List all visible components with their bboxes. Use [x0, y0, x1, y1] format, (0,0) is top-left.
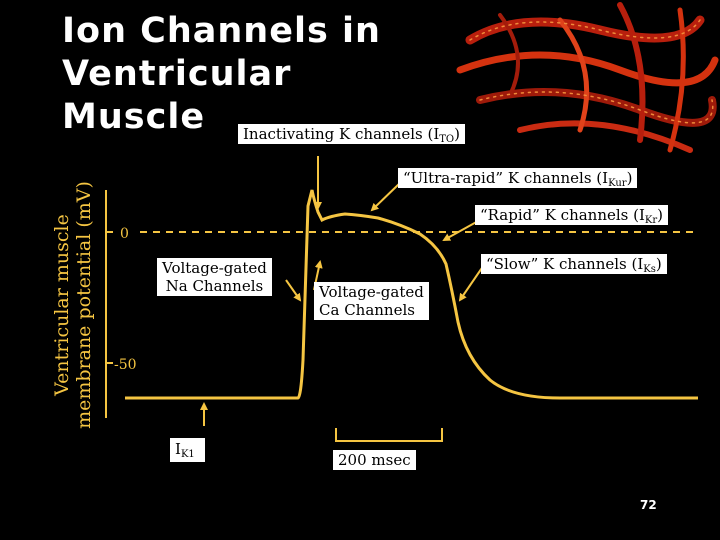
ikr-label: “Rapid” K channels $(I_{Kr})$ — [475, 205, 668, 225]
ikur-arrow — [372, 183, 400, 210]
na-arrow — [286, 280, 300, 300]
na-channels-label: Voltage-gated Na Channels — [157, 258, 272, 296]
y-tick-zero: 0 — [120, 226, 129, 242]
y-axis-label-line-2: membrane potential (mV) — [73, 181, 95, 429]
page-number: 72 — [640, 498, 657, 512]
iks-label: “Slow” K channels $(I_{Ks})$ — [481, 254, 667, 274]
ik1-label: $I_{K1}$ — [170, 438, 205, 462]
time-scale-bar — [336, 428, 442, 441]
ito-label: Inactivating K channels $(I_{TO})$ — [238, 124, 465, 144]
ca-channels-label: Voltage-gated Ca Channels — [314, 282, 429, 320]
y-axis-label-line-1: Ventricular muscle — [51, 214, 73, 396]
title-line-1: Ion Channels in Ventricular — [62, 11, 381, 94]
time-scale-label: 200 msec — [333, 450, 416, 470]
ikur-label: “Ultra-rapid” K channels $(I_{Kur})$ — [398, 168, 637, 188]
y-tick-minus-50: -50 — [114, 357, 137, 373]
title-line-2: Muscle — [62, 97, 206, 137]
